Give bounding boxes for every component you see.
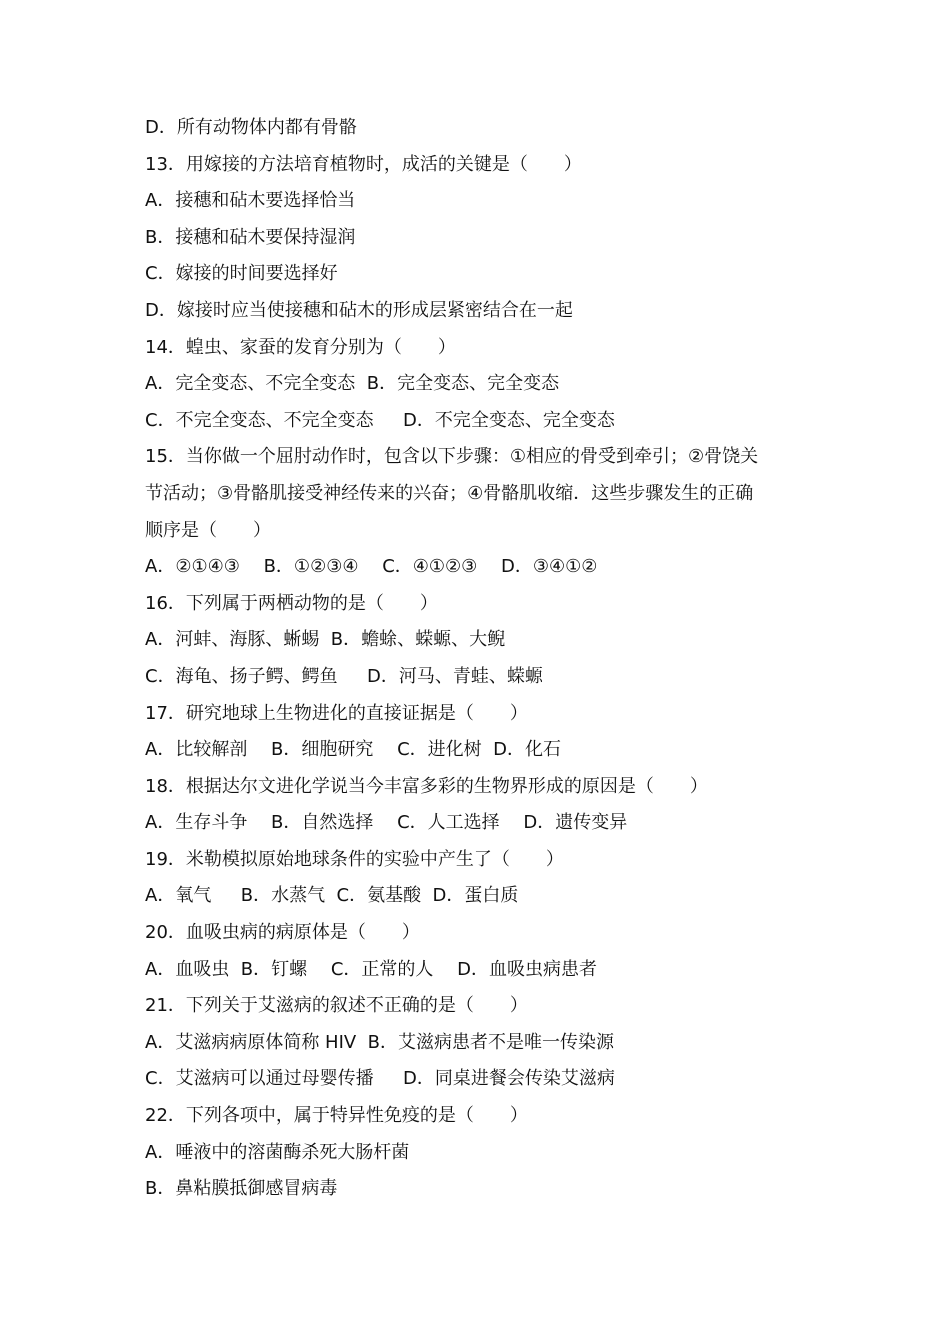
option-line: A．比较解剖 B．细胞研究 C．进化树 D．化石: [145, 739, 561, 761]
question-list: [145, 110, 815, 1208]
option-line: A．唾液中的溶菌酶杀死大肠杆菌: [145, 1141, 410, 1163]
text-line: D．所有动物体内都有骨骼: [145, 117, 357, 138]
question-22: 22．下列各项中，属于特异性免疫的是（ ）: [145, 1105, 528, 1127]
option-line: A．完全变态、不完全变态 B．完全变态、完全变态: [145, 373, 560, 395]
question-13: 13．用嫁接的方法培育植物时，成活的关键是（ ）: [145, 153, 582, 175]
option-line: C．艾滋病可以通过母婴传播 D．同桌进餐会传染艾滋病: [145, 1068, 615, 1090]
option-line: A．艾滋病病原体简称 HIV B．艾滋病患者不是唯一传染源: [145, 1031, 614, 1053]
question-17: 17．研究地球上生物进化的直接证据是（ ）: [145, 702, 528, 724]
option-line: A．氧气 B．水蒸气 C．氨基酸 D．蛋白质: [145, 885, 519, 907]
question-14: 14．蝗虫、家蚕的发育分别为（ ）: [145, 336, 456, 358]
option-line: A．生存斗争 B．自然选择 C．人工选择 D．遗传变异: [145, 812, 628, 834]
question-18: 18．根据达尔文进化学说当今丰富多彩的生物界形成的原因是（ ）: [145, 775, 708, 797]
option-line: B．鼻粘膜抵御感冒病毒: [145, 1178, 338, 1200]
option-line: C．嫁接的时间要选择好: [145, 263, 338, 285]
question-16: 16．下列属于两栖动物的是（ ）: [145, 592, 438, 614]
question-15-continued: 节活动；③骨骼肌接受神经传来的兴奋；④骨骼肌收缩．这些步骤发生的正确: [145, 482, 754, 504]
question-15: 15．当你做一个屈肘动作时，包含以下步骤：①相应的骨受到牵引；②骨饶关: [145, 446, 759, 468]
option-line: A．血吸虫 B．钉螺 C．正常的人 D．血吸虫病患者: [145, 958, 597, 980]
question-21: 21．下列关于艾滋病的叙述不正确的是（ ）: [145, 995, 528, 1017]
option-line: D．嫁接时应当使接穗和砧木的形成层紧密结合在一起: [145, 299, 573, 321]
option-line: A．河蚌、海豚、蜥蜴 B．蟾蜍、蝾螈、大鲵: [145, 629, 506, 651]
option-line: B．接穗和砧木要保持湿润: [145, 226, 356, 248]
option-line: A．②①④③ B．①②③④ C．④①②③ D．③④①②: [145, 556, 598, 578]
question-15-continued: 顺序是（ ）: [145, 519, 271, 541]
option-line: C．不完全变态、不完全变态 D．不完全变态、完全变态: [145, 409, 615, 431]
question-20: 20．血吸虫病的病原体是（ ）: [145, 922, 420, 944]
option-line: A．接穗和砧木要选择恰当: [145, 190, 356, 212]
question-19: 19．米勒模拟原始地球条件的实验中产生了（ ）: [145, 848, 564, 870]
option-line: C．海龟、扬子鳄、鳄鱼 D．河马、青蛙、蝾螈: [145, 665, 543, 687]
